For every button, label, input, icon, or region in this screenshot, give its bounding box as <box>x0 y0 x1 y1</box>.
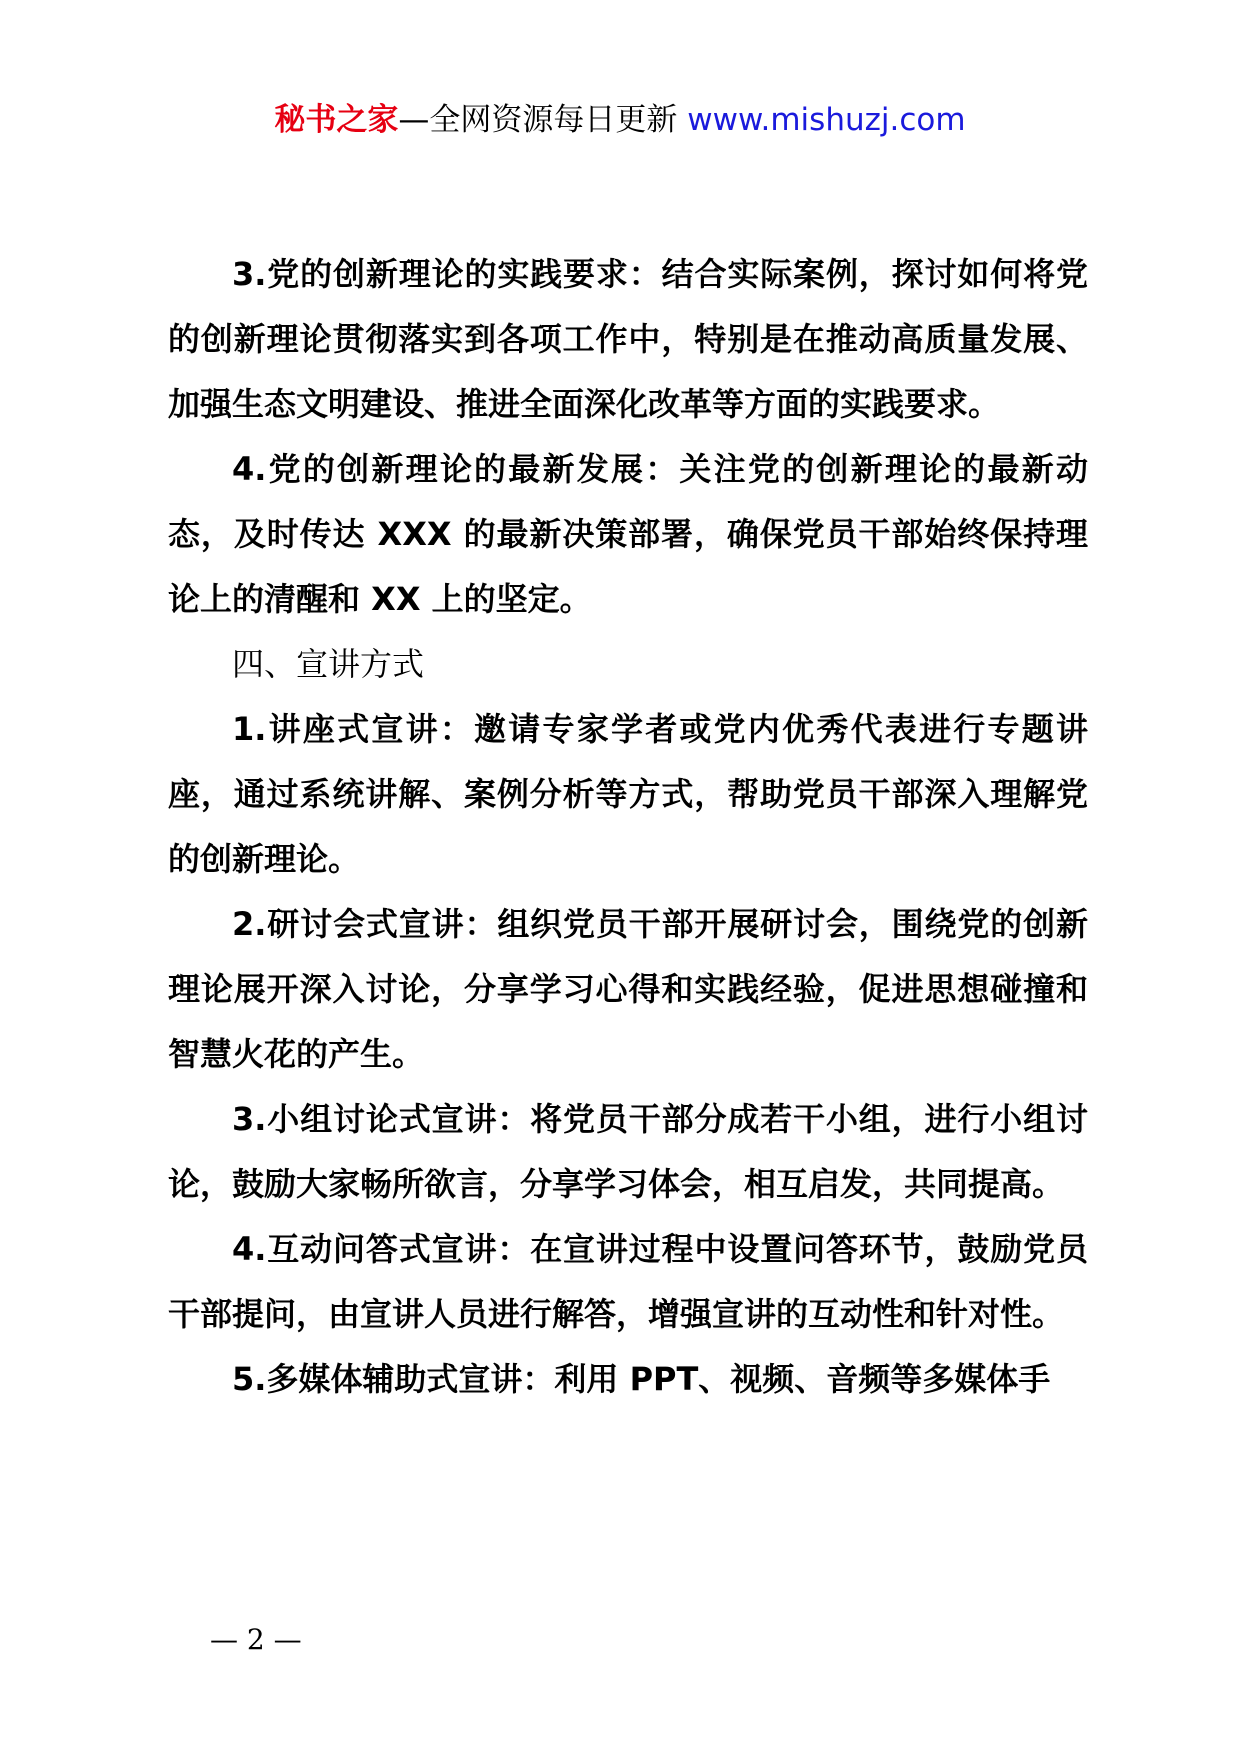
header-slogan: —全网资源每日更新 <box>398 102 688 138</box>
paragraph-latest-development: 4.党的创新理论的最新发展：关注党的创新理论的最新动态，及时传达 XXX 的最新决策部署，确保党员干部始终保持理论上的清醒和 XX 上的坚定。 <box>168 450 1088 618</box>
paragraph-practice-requirements: 3.党的创新理论的实践要求：结合实际案例，探讨如何将党的创新理论贯彻落实到各项工作中，特别是在推动高质量发展、加强生态文明建设、推进全面深化改革等方面的实践要求。 <box>168 255 1088 423</box>
document-body <box>168 242 1088 1412</box>
paragraph-multimedia: 5.多媒体辅助式宣讲：利用 PPT、视频、音频等多媒体手 <box>232 1360 1051 1398</box>
site-url: www.mishuzj.com <box>687 102 966 138</box>
paragraph-seminar: 2.研讨会式宣讲：组织党员干部开展研讨会，围绕党的创新理论展开深入讨论，分享学习心得和实践经验，促进思想碰撞和智慧火花的产生。 <box>168 905 1088 1073</box>
paragraph-group-discussion: 3.小组讨论式宣讲：将党员干部分成若干小组，进行小组讨论，鼓励大家畅所欲言，分享学习体会，相互启发，共同提高。 <box>168 1100 1088 1203</box>
site-header <box>0 100 1240 140</box>
paragraph-interactive-qa: 4.互动问答式宣讲：在宣讲过程中设置问答环节，鼓励党员干部提问，由宣讲人员进行解答，增强宣讲的互动性和针对性。 <box>168 1230 1088 1333</box>
section-heading-methods: 四、宣讲方式 <box>232 645 425 683</box>
page-number: — 2 — <box>210 1623 302 1656</box>
brand-name: 秘书之家 <box>274 102 399 138</box>
paragraph-lecture: 1.讲座式宣讲：邀请专家学者或党内优秀代表进行专题讲座，通过系统讲解、案例分析等方式，帮助党员干部深入理解党的创新理论。 <box>168 710 1088 878</box>
